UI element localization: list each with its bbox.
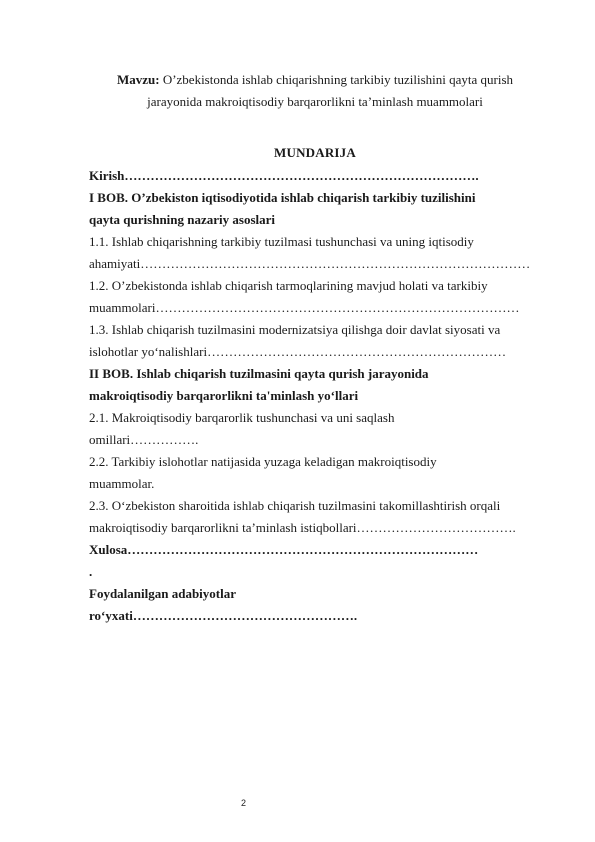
toc-entry — [89, 165, 539, 187]
toc-entry — [89, 275, 539, 297]
toc-entry-text: qayta qurishning nazariy asoslari — [89, 212, 276, 227]
toc-entry-text: ahamiyati — [89, 256, 141, 271]
toc-entry — [89, 605, 539, 627]
toc-entry — [89, 429, 539, 451]
toc-leader-dots: …………………………………………………………… — [207, 344, 507, 359]
toc-entry-text: 1.3. Ishlab chiqarish tuzilmasini modernizatsiya qilishga doir davlat siyosati va — [89, 322, 501, 337]
toc-entry-text: Xulosa — [89, 542, 128, 557]
toc-entry-text: 2.2. Tarkibiy islohotlar natijasida yuzaga keladigan makroiqtisodiy — [89, 454, 437, 469]
toc-entry-text: . — [89, 564, 93, 579]
toc-entry — [89, 385, 539, 407]
toc-entry-text: makroiqtisodiy barqarorlikni ta’minlash istiqbollari — [89, 520, 357, 535]
toc-entry-text: islohotlar yo‘nalishlari — [89, 344, 208, 359]
toc-entry-text: ro‘yxati — [89, 608, 133, 623]
toc-entry-text: Foydalanilgan adabiyotlar — [89, 586, 236, 601]
toc-leader-dots: ……………. — [130, 432, 199, 447]
toc-entry — [89, 209, 539, 231]
toc-entry-text: Kirish — [89, 168, 125, 183]
toc-entry — [89, 407, 539, 429]
toc-entry — [89, 517, 539, 539]
toc-entry — [89, 341, 539, 363]
toc-leader-dots: ………………………………………………………………………. — [124, 168, 479, 183]
toc-entry-text: omillari — [89, 432, 131, 447]
toc-entry-text: muammolari — [89, 300, 156, 315]
topic-label: Mavzu: — [116, 72, 160, 87]
toc-leader-dots: ……………………………………………. — [132, 608, 358, 623]
toc-entry — [89, 319, 539, 341]
topic-line-2: jarayonida makroiqtisodiy barqarorlikni ta’minlash muammolari — [147, 94, 483, 109]
toc-entry — [89, 231, 539, 253]
toc-entry-text: 1.2. O’zbekistonda ishlab chiqarish tarmoqlarining mavjud holati va tarkibiy — [89, 278, 488, 293]
toc-entry — [89, 451, 539, 473]
toc-entry — [89, 561, 539, 583]
page-number: 2 — [241, 798, 247, 808]
toc-leader-dots: ………………………………………………………………………… — [155, 300, 520, 315]
toc-entry — [89, 187, 539, 209]
topic-heading — [95, 69, 535, 113]
toc-entry-text: 1.1. Ishlab chiqarishning tarkibiy tuzilmasi tushunchasi va uning iqtisodiy — [89, 234, 474, 249]
toc-entry-text: 2.3. O‘zbekiston sharoitida ishlab chiqarish tuzilmasini takomillashtirish orqali — [89, 498, 501, 513]
toc-entry — [89, 583, 539, 605]
toc-entry-text: II BOB. Ishlab chiqarish tuzilmasini qayta qurish jarayonida — [89, 366, 429, 381]
toc-entry-text: 2.1. Makroiqtisodiy barqarorlik tushunchasi va uni saqlash — [89, 410, 395, 425]
toc-title: MUNDARIJA — [274, 145, 356, 160]
toc-entry-text: muammolar. — [89, 476, 155, 491]
toc-entry — [89, 297, 539, 319]
toc-leader-dots: ………………………………. — [356, 520, 516, 535]
toc-leader-dots: ……………………………………………………………………… — [127, 542, 479, 557]
toc-entry-text: I BOB. O’zbekiston iqtisodiyotida ishlab chiqarish tarkibiy tuzilishini — [89, 190, 476, 205]
toc-entry — [89, 495, 539, 517]
toc-entry — [89, 363, 539, 385]
topic-line-1: O’zbekistonda ishlab chiqarishning tarkibiy tuzilishini qayta qurish — [162, 72, 514, 87]
table-of-contents — [89, 165, 539, 627]
toc-entry — [89, 253, 539, 275]
toc-entry — [89, 473, 539, 495]
toc-entry — [89, 539, 539, 561]
toc-entry-text: makroiqtisodiy barqarorlikni ta'minlash yo‘llari — [89, 388, 359, 403]
toc-leader-dots: ……………………………………………………………………………… — [140, 256, 531, 271]
